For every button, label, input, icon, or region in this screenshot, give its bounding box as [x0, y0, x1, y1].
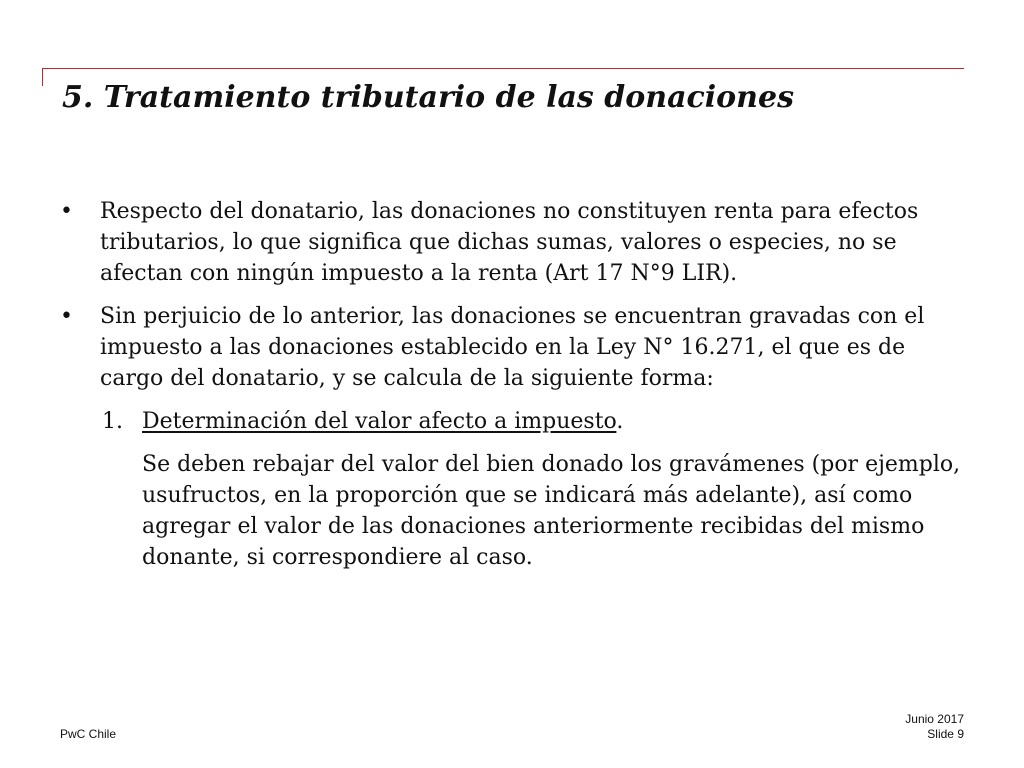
bullet-text: Sin perjuicio de lo anterior, las donaciones se encuentran gravadas con el impuesto a las donaciones establecido en la Ley N° 16.271, el que es de cargo del donatario, y se calcula de la siguiente forma: — [100, 304, 925, 391]
bullet-item — [60, 196, 970, 289]
slide-body — [60, 196, 970, 573]
item-number: 1. — [102, 409, 123, 434]
header-rule — [42, 68, 964, 69]
footer-company: PwC Chile — [60, 727, 117, 741]
footer-slide-number: Slide 9 — [927, 727, 964, 741]
footer-meta — [905, 712, 964, 742]
header-rule-tick — [42, 68, 43, 86]
footer-date: Junio 2017 — [905, 712, 964, 726]
numbered-item — [60, 406, 970, 437]
bullet-item — [60, 301, 970, 394]
item-heading: Determinación del valor afecto a impuesto — [142, 409, 617, 434]
bullet-marker: • — [60, 199, 73, 224]
item-paragraph: Se deben rebajar del valor del bien donado los gravámenes (por ejemplo, usufructos, en la proporción que se indicará más adelante), así como agregar el valor de las donaciones anteriormente recibidas del mismo donante, si correspondiere al caso. — [142, 452, 961, 570]
bullet-text: Respecto del donatario, las donaciones no constituyen renta para efectos tributarios, lo que significa que dichas sumas, valores o especies, no se afectan con ningún impuesto a la renta (Art 17 N°9 LIR). — [100, 199, 919, 286]
bullet-marker: • — [60, 304, 73, 329]
slide-title: 5. Tratamiento tributario de las donaciones — [62, 80, 794, 115]
item-heading-period: . — [616, 409, 624, 434]
